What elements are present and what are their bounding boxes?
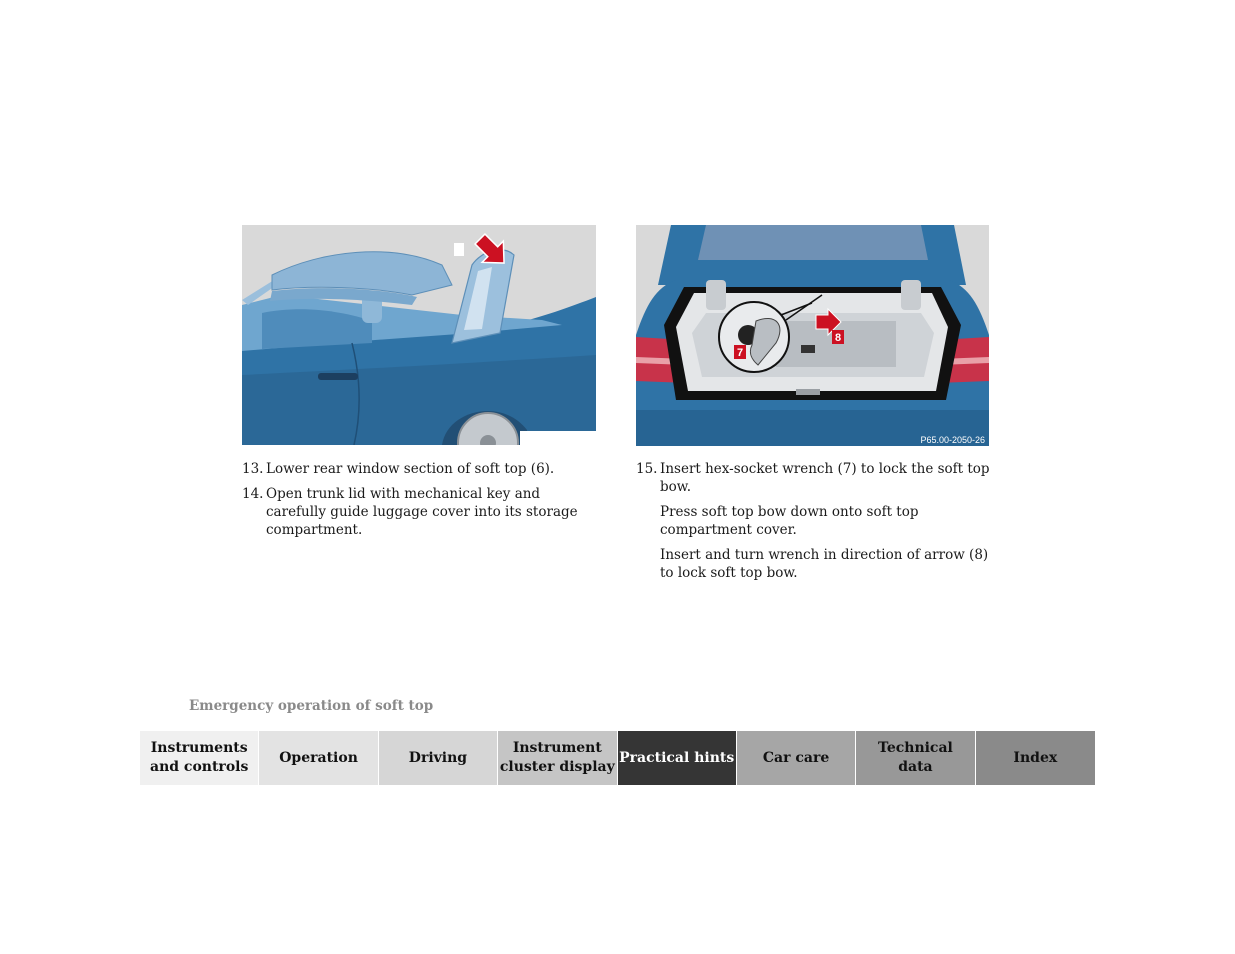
step-13 xyxy=(242,460,602,478)
step-text: Insert hex-socket wrench (7) to lock the soft top bow. xyxy=(660,461,990,495)
section-title: Emergency operation of soft top xyxy=(189,698,434,714)
step-number: 14. xyxy=(242,486,264,502)
tab-label: Instruments and controls xyxy=(150,740,249,775)
tab-instrument-cluster-display[interactable] xyxy=(498,731,617,785)
figure-code: P65.00-2050-26 xyxy=(920,435,985,445)
tab-label: Technical data xyxy=(878,740,953,775)
callout-7: 7 xyxy=(736,347,744,359)
tab-car-care[interactable] xyxy=(737,731,856,785)
tab-label: Operation xyxy=(279,749,358,766)
step-15-sub-1: Press soft top bow down onto soft top compartment cover. xyxy=(660,504,919,538)
tab-label: Driving xyxy=(408,749,468,766)
tab-label: Index xyxy=(1013,749,1058,766)
step-text: Lower rear window section of soft top (6). xyxy=(266,461,555,477)
tab-practical-hints[interactable] xyxy=(618,731,737,785)
steps-left xyxy=(242,460,602,546)
tab-label: Car care xyxy=(762,749,830,766)
callout-8: 8 xyxy=(834,332,842,344)
step-14 xyxy=(242,485,602,539)
tab-index[interactable] xyxy=(976,731,1095,785)
tab-instruments-and-controls[interactable] xyxy=(140,731,259,785)
tab-label: Instrument cluster display xyxy=(499,740,615,775)
tab-technical-data[interactable] xyxy=(856,731,975,785)
step-15 xyxy=(636,460,1006,496)
trunk-illustration xyxy=(636,225,989,446)
steps-right xyxy=(636,460,1006,589)
step-15-sub-2: Insert and turn wrench in direction of arrow (8) to lock soft top bow. xyxy=(660,547,989,581)
tab-label: Practical hints xyxy=(619,749,735,766)
step-text: Open trunk lid with mechanical key and carefully guide luggage cover into its storage compartment. xyxy=(266,486,578,538)
step-number: 13. xyxy=(242,461,264,477)
chapter-navigation xyxy=(140,731,1095,785)
soft-top-illustration xyxy=(242,225,596,445)
step-number: 15. xyxy=(636,461,658,477)
tab-operation[interactable] xyxy=(259,731,378,785)
tab-driving[interactable] xyxy=(379,731,498,785)
